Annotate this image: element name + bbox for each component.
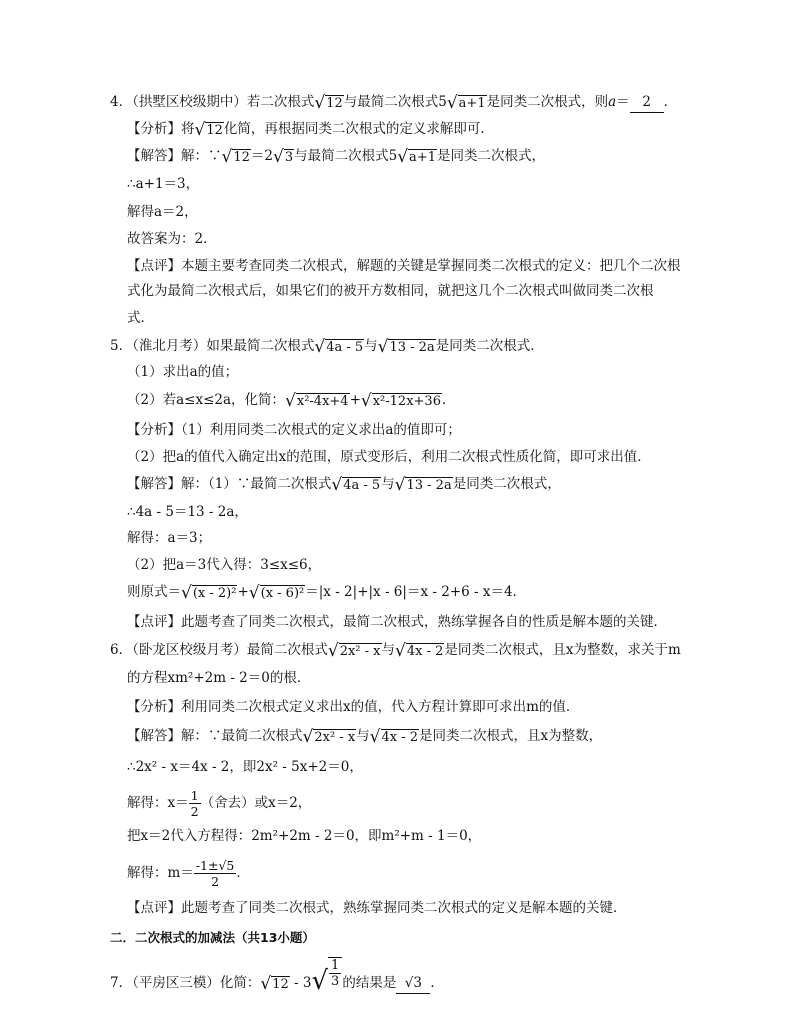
q6-sol-line4: 把x＝2代入方程得：2m²+2m - 2＝0，即m²+m - 1＝0， (127, 828, 482, 844)
radical: √ $\frac{1}{3}$ (311, 957, 342, 989)
q5-sol-line2: ∴4a - 5＝13 - 2a， (127, 504, 248, 520)
radical: √ 12 (221, 147, 250, 167)
q6-analysis: 【分析】利用同类二次根式定义求出x的值，代入方程计算即可求出m的值． (127, 699, 580, 715)
q4-analysis: 【分析】将 √ 12 化简，再根据同类二次根式的定义求解即可． (127, 120, 494, 140)
radical: √ a+1 (397, 147, 436, 167)
q4-comment-line2: 式化为最简二次根式后，如果它们的被开方数相同，就把这几个二次根式叫做同类二次根 (127, 283, 654, 299)
q4-solution: 【解答】解：∵ √ 12 ＝2 √ 3 与最简二次根式5 √ a+1 是同类二次根式， (127, 147, 545, 167)
q5-part1: （1）求出a的值； (127, 364, 239, 380)
radical: √ 13 - 2a (377, 337, 435, 357)
fraction: $\frac{-1\pm√5}{2}$ (195, 858, 235, 889)
q4-sol-line4: 故答案为：2． (127, 231, 217, 247)
q5-sol-line5: 则原式＝ √ (x - 2)² + √ (x - 6)² ＝|x - 2|+|x - 6|＝x - 2+6 - x＝4． (127, 583, 527, 603)
answer-blank: 2 (630, 92, 664, 113)
q6-stem-line2: 的方程xm²+2m - 2＝0的根． (127, 670, 311, 686)
answer-blank: √3 (396, 973, 430, 994)
radical: √ 4a - 5 (314, 337, 364, 357)
q6-solution: 【解答】解：∵最简二次根式 √ 2x² - x 与 √ 4x - 2 是同类二次根式，且x为整数， (127, 727, 603, 747)
q5-analysis: 【分析】（1）利用同类二次根式的定义求出a的值即可； (127, 422, 461, 438)
radical: √ 4x - 2 (395, 641, 444, 661)
q7-stem: 7．（平房区三模）化简： √ 12 - 3 √ $\frac{1}{3}$ 的结果是 √3 ． (110, 958, 444, 996)
q5-comment: 【点评】此题考查了同类二次根式，最简二次根式，熟练掌握各自的性质是解本题的关键． (127, 614, 667, 630)
section-heading: 二．二次根式的加减法（共13小题） (110, 930, 315, 945)
radical: √ 4a - 5 (331, 475, 381, 495)
q4-comment: 【点评】本题主要考查同类二次根式，解题的关键是掌握同类二次根式的定义：把几个二次根 (127, 258, 681, 274)
q6-sol-line2: ∴2x² - x＝4x - 2，即2x² - 5x+2＝0， (127, 759, 363, 775)
q4-stem: 4．（拱墅区校级期中）若二次根式 √ 12 与最简二次根式5 √ a+1 是同类二次根式，则a＝ 2 ． (110, 93, 678, 113)
radical: √ 12 (260, 974, 289, 994)
q6-sol-line5: 解得：m＝ $\frac{-1\pm√5}{2}$ ． (127, 858, 250, 889)
q4-sol-line2: ∴a+1＝3， (127, 176, 200, 192)
q5-analysis-line2: （2）把a的值代入确定出x的范围，原式变形后，利用二次根式性质化简，即可求出值． (127, 449, 651, 465)
radical: √ x²-4x+4 (285, 391, 349, 411)
q4-sol-line3: 解得a＝2， (127, 204, 198, 220)
q6-comment: 【点评】此题考查了同类二次根式，熟练掌握同类二次根式的定义是解本题的关键． (127, 900, 627, 916)
fraction: $\frac{1}{2}$ (190, 788, 199, 819)
q5-solution: 【解答】解：（1）∵最简二次根式 √ 4a - 5 与 √ 13 - 2a 是同类二次根式， (127, 475, 561, 495)
radical: √ (x - 6)² (248, 583, 305, 603)
radical: √ (x - 2)² (181, 583, 237, 603)
q6-stem: 6．（卧龙区校级月考）最简二次根式 √ 2x² - x 与 √ 4x - 2 是同类二次根式，且x为整数，求关于m (110, 641, 681, 661)
radical: √ 12 (314, 93, 343, 113)
q5-sol-line3: 解得：a＝3； (127, 530, 212, 546)
radical: √ 3 (272, 147, 294, 167)
radical: √ 13 - 2a (394, 475, 452, 495)
radical: √ 12 (194, 120, 223, 140)
q5-part2: （2）若a≤x≤2a，化简： √ x²-4x+4 + √ x²-12x+36 ． (127, 391, 456, 411)
q4-comment-line3: 式． (127, 310, 154, 326)
radical: √ 4x - 2 (369, 727, 419, 747)
q5-sol-line4: （2）把a＝3代入得：3≤x≤6， (127, 557, 322, 573)
q5-stem: 5．（淮北月考）如果最简二次根式 √ 4a - 5 与 √ 13 - 2a 是同类二次根式． (110, 337, 544, 357)
q6-sol-line3: 解得：x＝ $\frac{1}{2}$ （舍去）或x＝2， (127, 788, 312, 819)
radical: √ 2x² - x (302, 727, 356, 747)
radical: √ x²-12x+36 (360, 391, 441, 411)
radical: √ a+1 (446, 93, 486, 113)
radical: √ 2x² - x (327, 641, 381, 661)
